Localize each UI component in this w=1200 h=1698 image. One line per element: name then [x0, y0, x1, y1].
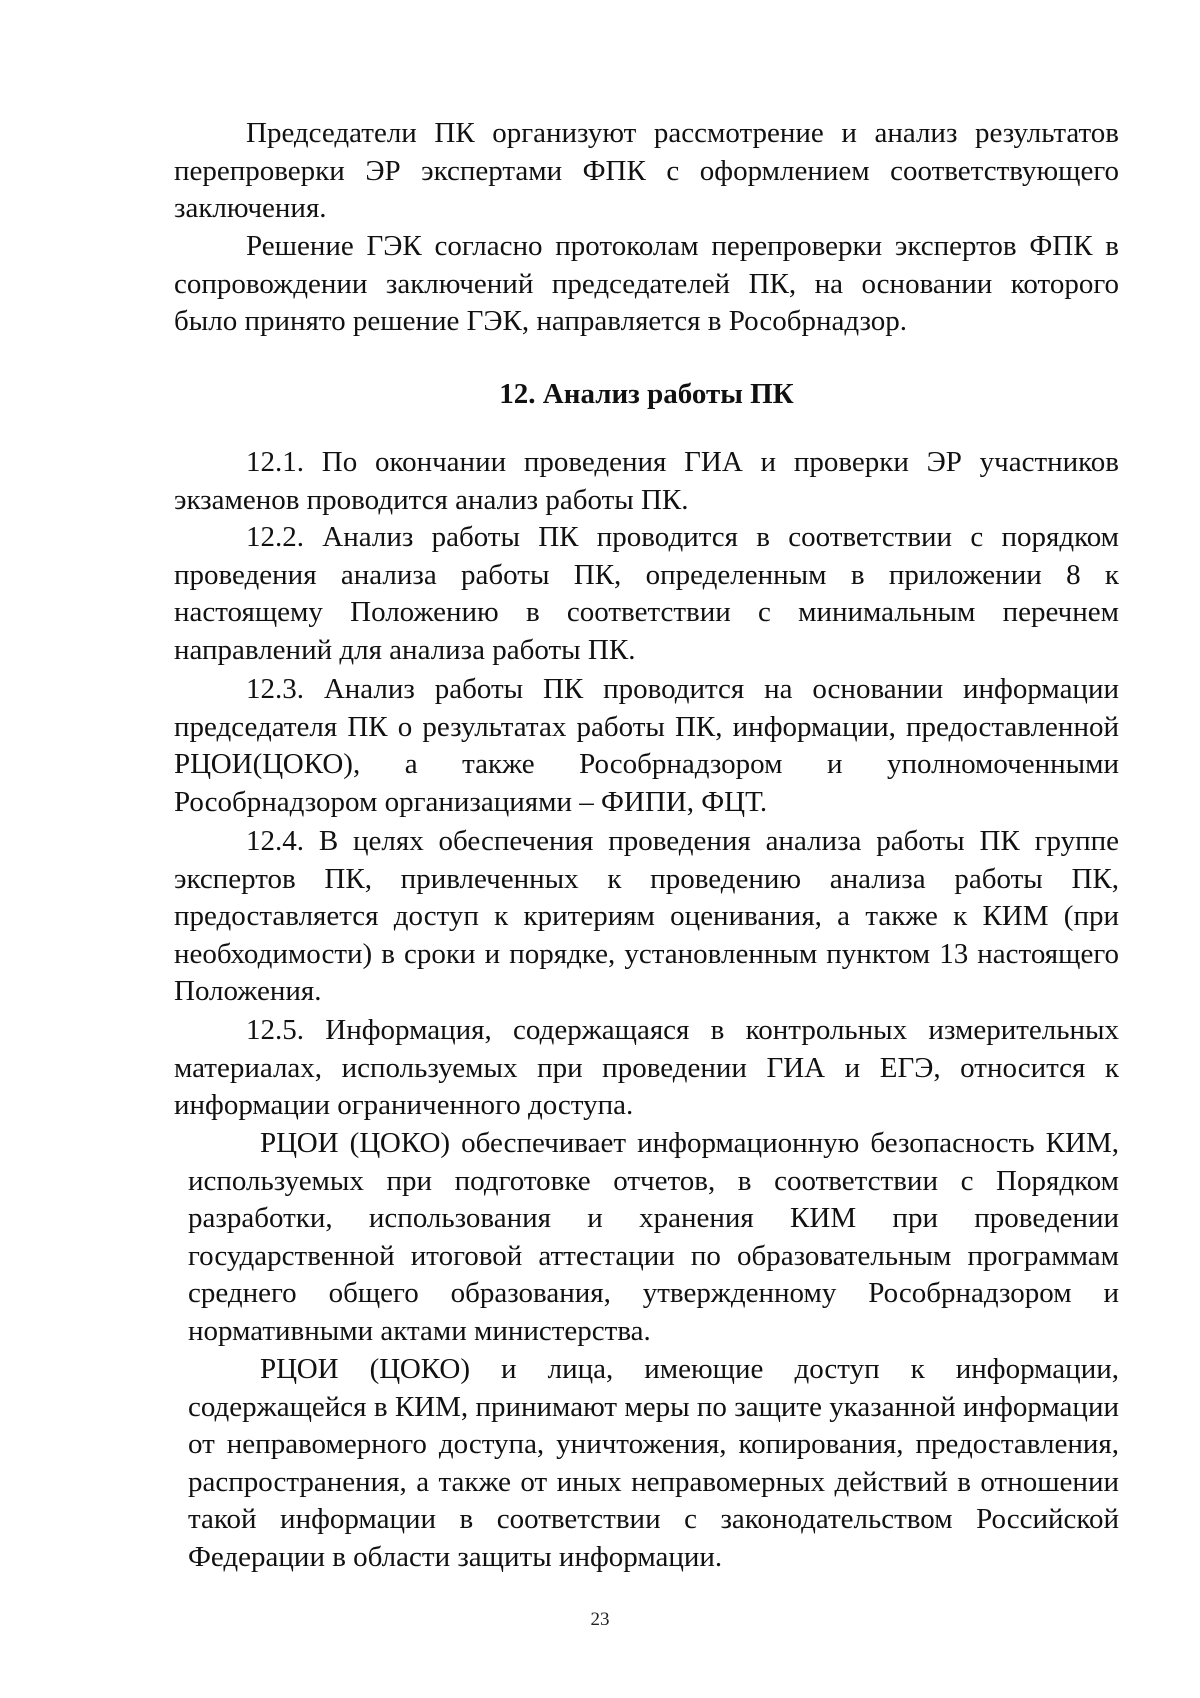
paragraph-12-5: 12.5. Информация, содержащаяся в контрольных измерительных материалах, используемых при проведении ГИА и ЕГЭ, относится к информации ограниченного доступа. [174, 1014, 1119, 1121]
paragraph-rcoi-protection: РЦОИ (ЦОКО) и лица, имеющие доступ к информации, содержащейся в КИМ, принимают меры по защите указанной информации от неправомерного доступа, уничтожения, копирования, предоставления, распространения, а также от иных неправомерных действий в отношении такой информации в соответствии с законодательством Российской Федерации в области защиты информации. [188, 1353, 1119, 1573]
paragraph-gek-decision: Решение ГЭК согласно протоколам перепроверки экспертов ФПК в сопровождении заключений председателей ПК, на основании которого было принято решение ГЭК, направляется в Рособрнадзор. [174, 230, 1119, 337]
paragraph-12-4: 12.4. В целях обеспечения проведения анализа работы ПК группе экспертов ПК, привлеченных к проведению анализа работы ПК, предоставляется доступ к критериям оценивания, а также к КИМ (при необходимости) в сроки и порядке, установленным пунктом 13 настоящего Положения. [174, 825, 1119, 1007]
section-heading: 12. Анализ работы ПК [499, 378, 794, 410]
page-number: 23 [590, 1609, 610, 1630]
paragraph-12-2: 12.2. Анализ работы ПК проводится в соответствии с порядком проведения анализа работы ПК, определенным в приложении 8 к настоящему Положению в соответствии с минимальным перечнем направлений для анализа работы ПК. [174, 521, 1119, 666]
paragraph-rcoi-security: РЦОИ (ЦОКО) обеспечивает информационную безопасность КИМ, используемых при подготовке отчетов, в соответствии с Порядком разработки, использования и хранения КИМ при проведении государственной итоговой аттестации по образовательным программам среднего общего образования, утвержденному Рособрнадзором и нормативными актами министерства. [188, 1127, 1119, 1347]
paragraph-12-3: 12.3. Анализ работы ПК проводится на основании информации председателя ПК о результатах работы ПК, информации, предоставленной РЦОИ(ЦОКО), а также Рособрнадзором и уполномоченными Рособрнадзором организациями – ФИПИ, ФЦТ. [174, 673, 1119, 818]
paragraph-chairs-review: Председатели ПК организуют рассмотрение и анализ результатов перепроверки ЭР экспертами ФПК с оформлением соответствующего заключения. [174, 117, 1119, 224]
paragraph-12-1: 12.1. По окончании проведения ГИА и проверки ЭР участников экзаменов проводится анализ работы ПК. [174, 446, 1119, 516]
